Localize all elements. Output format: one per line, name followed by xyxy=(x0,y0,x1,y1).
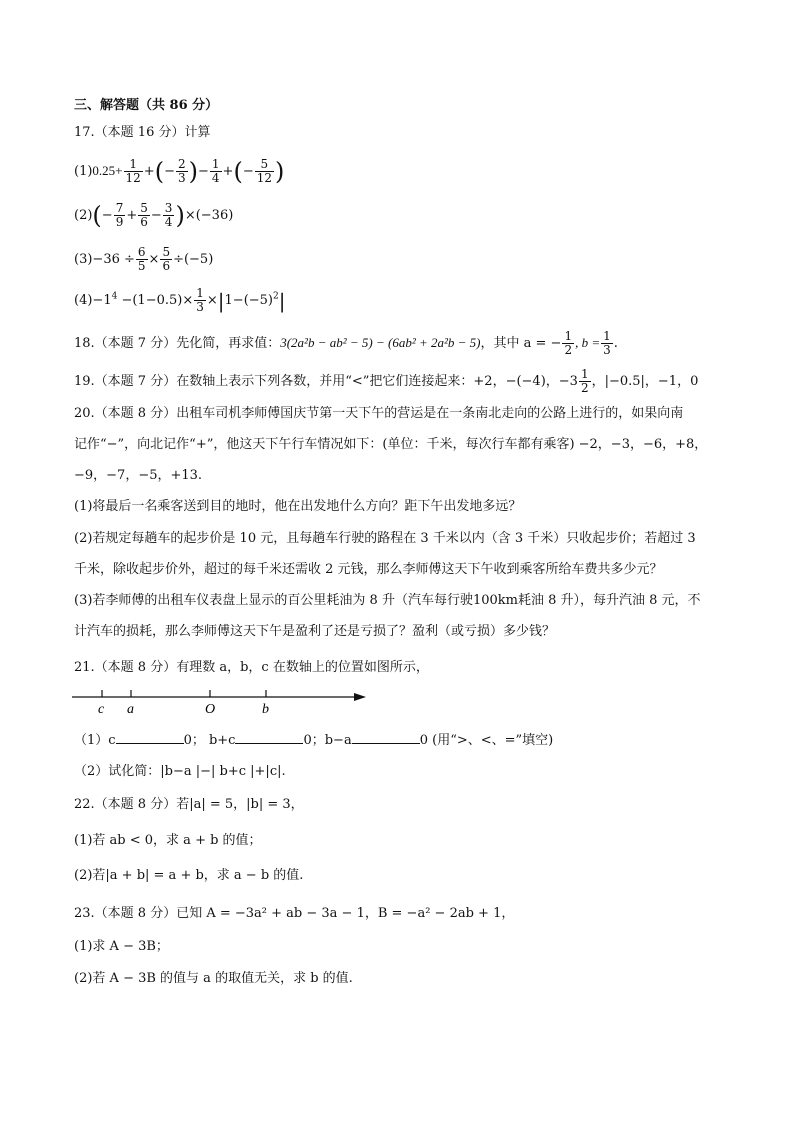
frac-denominator: 4 xyxy=(164,215,173,229)
frac-numerator: 1 xyxy=(124,158,143,172)
answer-blank[interactable] xyxy=(352,731,420,744)
frac-numerator: 5 xyxy=(255,158,274,172)
answer-blank[interactable] xyxy=(235,731,303,744)
q17-p1-frac2 xyxy=(176,158,188,185)
frac-denominator: 3 xyxy=(177,171,186,185)
q17-p3-tail: ÷(−5) xyxy=(173,252,214,267)
q17-p1-frac3 xyxy=(210,158,222,185)
frac-numerator: 1 xyxy=(603,329,611,343)
q18-expression: 3(2a²b − ab² − 5) − (6ab² + 2a²b − 5) xyxy=(280,335,481,350)
q19-tail: ，|−0.5|，−1，0 xyxy=(591,374,699,389)
q17-p2-frac1 xyxy=(114,202,126,229)
q19-numbers: +2，−(−4)，−3 xyxy=(473,374,578,389)
frac-numerator: 1 xyxy=(211,157,220,171)
q22-header: 22.（本题 8 分）若|a| = 5，|b| = 3， xyxy=(74,797,304,812)
q17-part1: (1)0.25+ $\frac{1}{12}$ +(− $\frac{2}{3}$ )− $\frac{1}{4}$ +(− $\frac{5}{12}$ ) xyxy=(74,157,285,186)
frac-numerator: 1 xyxy=(196,286,204,300)
label-o: O xyxy=(205,702,216,716)
q17-p4-inner: 1−(−5) xyxy=(224,293,274,308)
q17-p4-frac xyxy=(194,287,206,314)
q19-mixed-frac xyxy=(579,368,591,395)
frac-denominator: 12 xyxy=(125,171,141,185)
frac-denominator: 12 xyxy=(256,171,273,185)
frac-denominator: 4 xyxy=(211,171,220,185)
q20-line2: 记作“−”，向北记作“+”，他这天下午行车情况如下：(单位：千米，每次行车都有乘客) −2，−3，−6，+8， xyxy=(74,437,708,452)
q18-condition: ，其中 a = − xyxy=(480,336,562,351)
q17-p1-label: (1) xyxy=(74,164,93,179)
q20-sub1: (1)将最后一名乘客送到目的地时，他在出发地什么方向？距下午出发地多远？ xyxy=(74,499,522,514)
frac-numerator: 1 xyxy=(564,329,573,343)
q20-line1: 20.（本题 8 分）出租车司机李师傅国庆节第一天下午的营运是在一条南北走向的公路上进行的，如果向南 xyxy=(74,406,684,421)
q17-p2-frac3 xyxy=(163,202,175,229)
q17-part2: (2)(− $\frac{7}{9}$ + $\frac{5}{6}$ − $\frac{3}{4}$ )×(−36) xyxy=(74,201,234,230)
q17-p1-lead: 0.25+ xyxy=(92,163,123,178)
q23-header: 23.（本题 8 分）已知 A = −3a² + ab − 3a − 1，B = −a² − 2ab + 1， xyxy=(74,906,515,921)
q21-s1-d: 0 (用“>、<、=”填空) xyxy=(419,733,554,748)
q19 xyxy=(74,368,698,395)
frac-numerator: 3 xyxy=(164,201,173,215)
q21-header: 21.（本题 8 分）有理数 a，b，c 在数轴上的位置如图所示， xyxy=(74,660,429,675)
q19-header: 19.（本题 7 分）在数轴上表示下列各数，并用“<”把它们连接起来： xyxy=(74,374,474,389)
q23-sub1: (1)求 A − 3B； xyxy=(74,939,169,954)
q20-sub2a: (2)若规定每趟车的起步价是 10 元，且每趟车行驶的路程在 3 千米以内（含 3 千米）只收起步价；若超过 3 xyxy=(74,531,696,546)
frac-denominator: 3 xyxy=(196,300,204,314)
answer-blank[interactable] xyxy=(116,731,184,744)
label-a: a xyxy=(127,702,134,716)
q18 xyxy=(74,330,618,357)
q21-s1-c: 0；b−a xyxy=(303,733,352,748)
q23-sub2: (2)若 A − 3B 的值与 a 的取值无关，求 b 的值. xyxy=(74,971,353,986)
q18-a-frac xyxy=(562,330,574,357)
q22-sub2: (2)若|a + b| = a + b，求 a − b 的值. xyxy=(74,868,304,883)
frac-numerator: 1 xyxy=(580,367,589,381)
q20-sub3a: (3)若李师傅的出租车仪表盘上显示的百公里耗油为 8 升（汽车每行驶100km耗油 8 升），每升汽油 8 元，不 xyxy=(74,593,701,608)
q21-sub2: （2）试化简：|b−a |−| b+c |+|c|. xyxy=(74,764,286,779)
frac-denominator: 6 xyxy=(162,259,171,273)
frac-denominator: 5 xyxy=(137,259,146,273)
q17-p3-lead: −36 ÷ xyxy=(92,252,135,267)
frac-numerator: 5 xyxy=(140,201,148,215)
q18-b-frac xyxy=(601,330,613,357)
frac-numerator: 5 xyxy=(162,245,171,259)
q17-p4-exp2: 2 xyxy=(273,291,279,302)
q18-end: . xyxy=(613,336,618,351)
q21-s1-b: 0； b+c xyxy=(183,733,236,748)
q17-p4-label: (4) xyxy=(74,293,93,308)
q17-p4-lead: −1 xyxy=(92,293,112,308)
q22-sub1: (1)若 ab < 0，求 a + b 的值； xyxy=(74,833,262,848)
q17-header: 17.（本题 16 分）计算 xyxy=(74,125,211,140)
label-b: b xyxy=(262,702,269,716)
q17-p3-frac1 xyxy=(136,246,148,273)
q17-p1-frac1 xyxy=(124,158,143,185)
q17-p2-label: (2) xyxy=(74,208,93,223)
label-c: c xyxy=(98,702,105,716)
q21-s1-a: （1）c xyxy=(74,733,116,748)
q17-p3-label: (3) xyxy=(74,252,93,267)
q20-sub2b: 千米，除收起步价外，超过的每千米还需收 2 元钱，那么李师傅这天下午收到乘客所给车费共多少元？ xyxy=(74,562,663,577)
frac-numerator: 7 xyxy=(115,201,124,215)
q17-p1-frac4 xyxy=(255,158,274,185)
q17-p3-frac2 xyxy=(160,246,172,273)
q17-part4: $(4)-1^4 -(1-0.5)\times$ $\frac{1}{3}$ $\times|1-(-5)^2|$ xyxy=(74,286,286,314)
frac-denominator: 3 xyxy=(603,343,611,357)
arrow-icon xyxy=(354,693,366,701)
frac-denominator: 2 xyxy=(564,343,573,357)
q17-p4-mid: −(1−0.5)× xyxy=(117,293,194,308)
q17-p4-exp1: 4 xyxy=(111,291,118,302)
frac-numerator: 2 xyxy=(177,157,186,171)
frac-denominator: 2 xyxy=(580,381,589,395)
frac-denominator: 9 xyxy=(115,215,124,229)
q21-number-line xyxy=(70,682,370,716)
q20-line3: −9，−7，−5，+13. xyxy=(74,468,203,483)
q18-header: 18.（本题 7 分）先化简，再求值： xyxy=(74,336,281,351)
q18-b-part: , b = xyxy=(575,335,601,350)
frac-denominator: 6 xyxy=(140,215,148,229)
q20-sub3b: 计汽车的损耗，那么李师傅这天下午是盈利了还是亏损了？盈利（或亏损）多少钱？ xyxy=(74,624,556,639)
q17-part3: (3)−36 ÷ $\frac{6}{5}$ × $\frac{5}{6}$ ÷(−5) xyxy=(74,245,214,273)
section-title: 三、解答题（共 86 分） xyxy=(74,98,219,113)
q17-p2-frac2 xyxy=(138,202,150,229)
frac-numerator: 6 xyxy=(137,245,146,259)
q21-sub1 xyxy=(74,731,553,750)
q17-p2-tail: ×(−36) xyxy=(184,208,234,223)
